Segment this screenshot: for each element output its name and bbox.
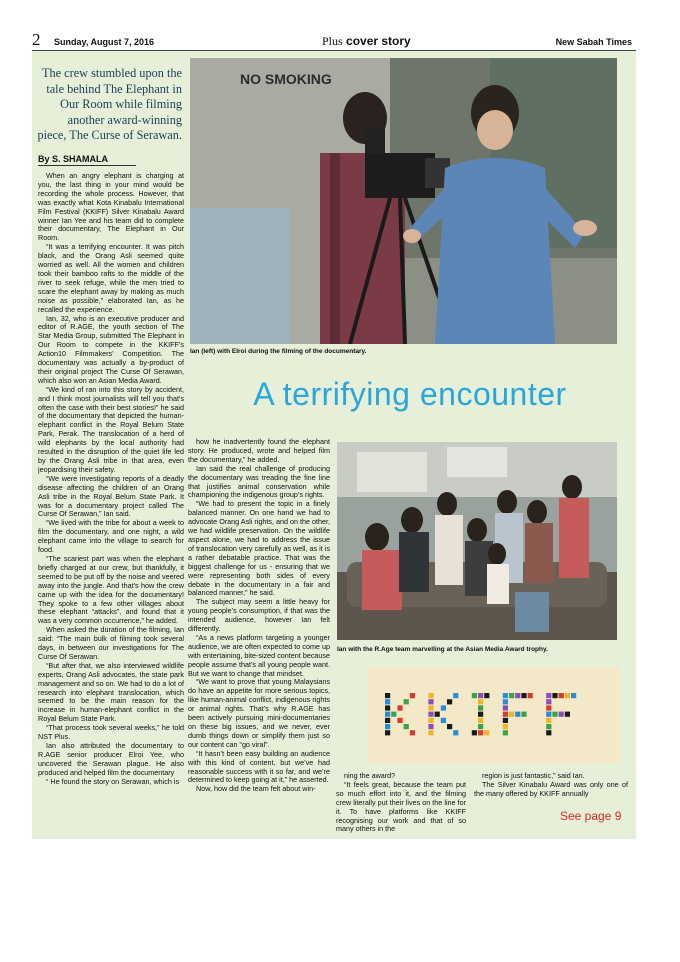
paragraph: ning the award? [344,772,396,780]
paragraph: Now, how did the team felt about win- [196,784,316,794]
paragraph: “The scariest part was when the elephant briefly charged at our crew, but thankfully, it seemed to be put off by the noise and veered away into the jungle. And that’s how the crew came up with the idea for the documentary! They spoke to a few other villages about these elephant “attacks”, and found that it was a very common occurrence,” he added. [38,553,184,626]
section-name: cover story [346,34,411,48]
no-smoking-sign: NO SMOKING [240,71,332,87]
paragraph: Ian also attributed the documentary to R.AGE senior producer Elroi Yee, who uncovered the Serawan plague. He also produced and helped film the documentary [38,741,184,777]
paragraph: how he inadvertently found the elephant story. He produced, wrote and helped film the documentary,” he added. [188,438,330,464]
paragraph: When an angry elephant is charging at you, the last thing in your mind would be recording the whole process. However, that was exactly what Kota Kinabalu International Film Festival (KKIFF) Silver Kinabalu Award winner Ian Yee and his team did to complete their documentary, The Elephant in Our Room. [38,172,184,243]
byline: By S. SHAMALA [38,154,136,166]
see-page-link[interactable]: See page 9 [560,809,622,823]
paragraph: “We were investigating reports of a deadly disease affecting the children of an Orang Asli tribe in the Royal Belum State Park. It was for a documentary project called The Curse Of Serawan,” Ian said. [38,473,184,519]
kkiff-logo [367,667,620,763]
paragraph: “But after that, we also interviewed wildlife experts, Orang Asli advocates, the state park management and so on. We had to do a lot of research into elephant translocation, which seemed to be the main reason for the increase in human-elephant conflict in the Royal Belum State Park. [38,660,184,724]
paragraph: “That process took several weeks,” he told NST Plus. [38,723,184,742]
paragraph: “We want to prove that young Malaysians do have an appetite for more serious topics, like human-animal conflict, indigenous rights or animal rights. That’s why R.AGE has been actively pursuing mini-documentaries on these big issues, and we never, ever dumb things down or simplify them just so our content can “go viral”. [188,677,330,749]
masthead [32,30,636,50]
filming-photo [190,58,617,344]
paragraph: “It feels great, because the team put so much effort into it, and the filming crew literally put their lives on the line for it. To have platforms like KKIFF recognising our work and that of so many others in the [336,779,466,834]
headline: A terrifying encounter [253,376,567,412]
paragraph: region is just fantastic,” said Ian. [482,772,585,780]
paragraph: The subject may seem a little heavy for young people’s consumption, if that was the intended audience, however Ian felt differently. [188,597,330,634]
section-plus: Plus [322,34,343,48]
body-column-4 [474,772,628,812]
paragraph: “We kind of ran into this story by accident, and I think most journalists will tell you that’s often the case with their best stories!” he said of the documentary that depicted the human-elephant conflict in the Royal Belum State Park, Perak. The translocation of a herd of wild elephants by the local authority had resulted in the disruption of the quiet life led by the Orang Asli tribe in that area, even jeopardising their safety. [38,384,184,474]
paragraph: “ He found the story on Serawan, which is [46,776,180,786]
group-photo-caption: Ian with the R.Age team marvelling at the Asian Media Award trophy. [337,646,548,653]
paragraph: Ian, 32, who is an executive producer and editor of R.AGE, the youth section of The Star Media Group, submitted The Elephant in Our Room to compete in the KKIFF’s Action10 Filmmakers’ Competition. The documentary was actually a by-product of their original project The Curse Of Serawan, which also won an Asian Media Award. [38,313,184,385]
paragraph: When asked the duration of the filming, Ian said: “The main bulk of filming took several days, in between our investigations for The Curse Of Serawan. [38,625,184,661]
body-column-2 [188,438,330,838]
body-column-1 [38,172,184,836]
top-photo-caption: Ian (left) with Elroi during the filming of the documentary. [190,348,367,355]
paragraph: “We lived with the tribe for about a week to film the documentary, and one night, a wild elephant came into the village to search for food. [38,518,184,555]
issue-date: Sunday, August 7, 2016 [54,37,155,47]
paragraph: “As a news platform targeting a younger audience, we are often expected to come up with entertaining, bite-sized content because people assume that’s all young people want. But we want to change that mindset. [188,632,330,678]
strapline: The crew stumbled upon the tale behind The Elephant in Our Room while filming another award-winning piece, The Curse of Serawan. [37,66,182,142]
newspaper-name: New Sabah Times [555,37,632,47]
page-number: 2 [32,30,41,49]
paragraph: “It was a terrifying encounter. It was pitch black, and the Orang Asli seemed quite worried as well. All the women and children took their bamboo rafts to the middle of the river to seek refuge, while the men tried to scare the elephant away by making as much noise as possible,” elaborated Ian, as he recalled the experience. [38,242,184,314]
section-label [322,34,411,49]
paragraph: “We had to present the topic in a finely balanced manner. On one hand we had to advocate Orang Asli rights, and on the other, we had wildlife preservation. On the wildlife aspect alone, we had to address the issue of translocation very carefully as well, as it is a rather debatable practice. That was the biggest challenge for us - ensuring that we were representing both sides of every debate in the documentary in a fair and balanced manner,” he said. [188,499,330,598]
paragraph: The Silver Kinabalu Award was only one of the many offered by KKIFF annually [474,779,628,798]
paragraph: Ian said the real challenge of producing the documentary was treading the fine line that justifies animal conservation while championing the indigenous group’s rights. [188,463,330,500]
body-column-3 [336,772,466,842]
group-photo [337,442,617,640]
paragraph: “It hasn’t been easy building an audience with this kind of content, but we’ve had reasonable success with it so far, and we’re determined to keep going at it,” he asserted. [188,748,330,785]
